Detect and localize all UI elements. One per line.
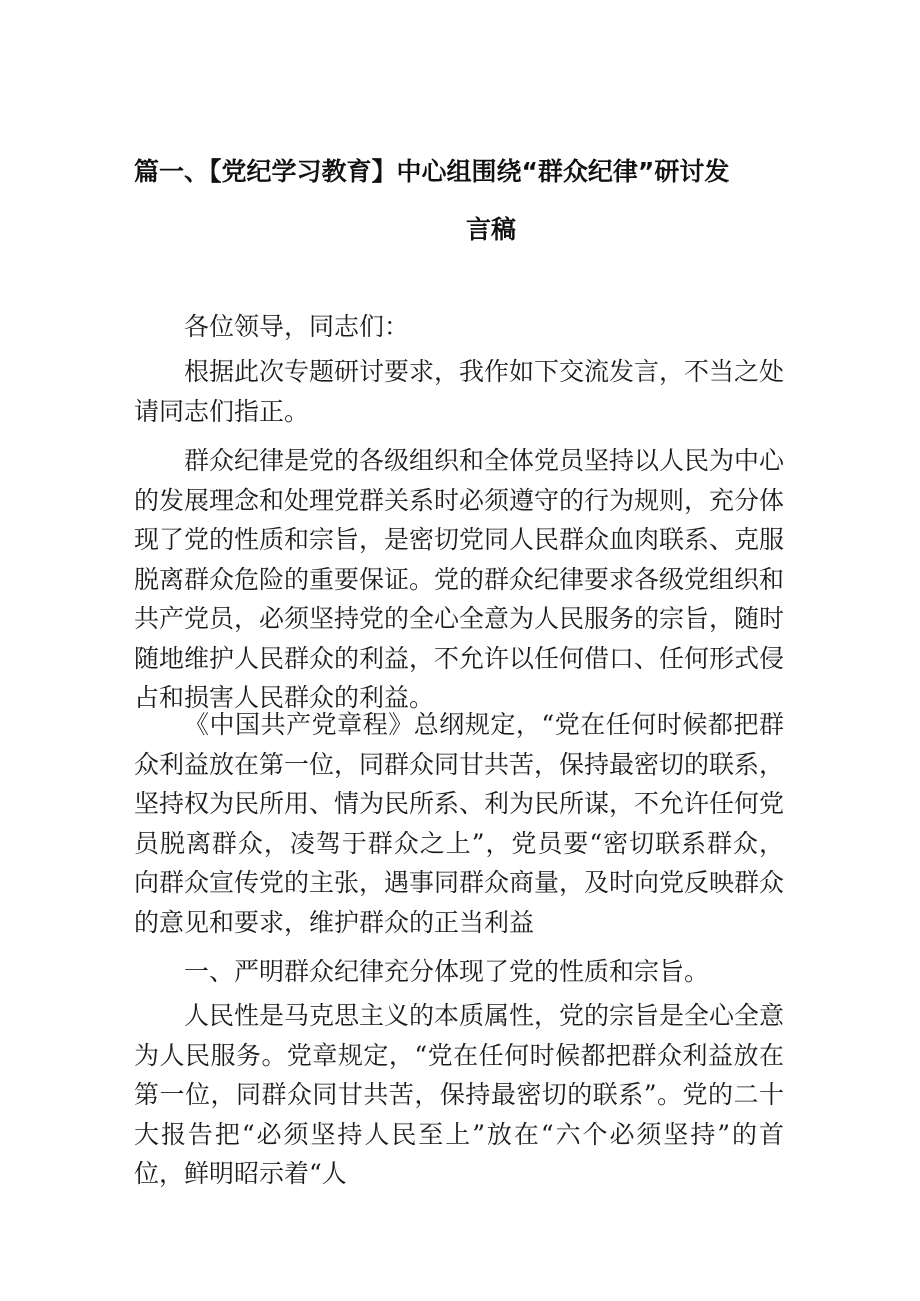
salutation-paragraph: 各位领导，同志们： <box>184 312 410 341</box>
body-paragraph: 《中国共产党章程》总纲规定，“党在任何时候都把群众利益放在第一位，同群众同甘共苦，保持最密切的联系，坚持权为民所用、情为民所系、利为民所谋，不允许任何党员脱离群众，凌驾于群众之上”，党员要“密切联系群众，向群众宣传党的主张，遇事同群众商量，及时向党反映群众的意见和要求，维护群众的正当利益 <box>134 710 785 937</box>
document-title-line-1: 篇一、【党纪学习教育】中心组围绕“群众纪律”研讨发 <box>134 157 730 186</box>
document-title-line-2: 言稿 <box>466 215 517 244</box>
body-paragraph: 人民性是马克思主义的本质属性，党的宗旨是全心全意为人民服务。党章规定，“党在任何时候都把群众利益放在第一位，同群众同甘共苦，保持最密切的联系”。党的二十大报告把“必须坚持人民至上”放在“六个必须坚持”的首位，鲜明昭示着“人 <box>134 1001 785 1188</box>
section-heading: 一、严明群众纪律充分体现了党的性质和宗旨。 <box>184 957 710 986</box>
intro-paragraph: 根据此次专题研讨要求，我作如下交流发言，不当之处请同志们指正。 <box>134 357 785 426</box>
body-paragraph: 群众纪律是党的各级组织和全体党员坚持以人民为中心的发展理念和处理党群关系时必须遵守的行为规则，充分体现了党的性质和宗旨，是密切党同人民群众血肉联系、克服脱离群众危险的重要保证。党的群众纪律要求各级党组织和共产党员，必须坚持党的全心全意为人民服务的宗旨，随时随地维护人民群众的利益，不允许以任何借口、任何形式侵占和损害人民群众的利益。 <box>134 446 785 712</box>
